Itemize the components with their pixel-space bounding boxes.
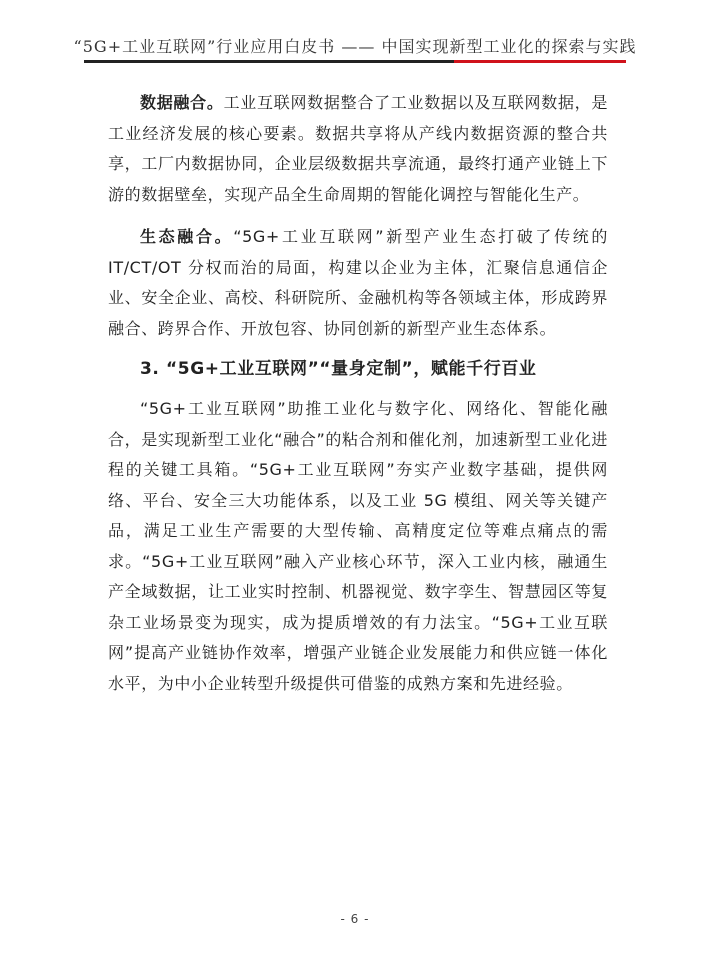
- section-heading: 3. “5G+工业互联网”“量身定制”，赋能千行百业: [140, 359, 537, 379]
- paragraph-ecosystem-fusion: [108, 222, 608, 344]
- page-number: - 6 -: [340, 912, 370, 926]
- header-rule-dark: [84, 60, 454, 63]
- paragraph-lead: 生态融合。: [140, 227, 234, 246]
- header-rule-accent: [454, 60, 626, 63]
- paragraph-lead: 数据融合。: [140, 93, 224, 112]
- paragraph-text: “5G+工业互联网”新型产业生态打破了传统的IT/CT/OT 分权而治的局面，构建以企业为主体，汇聚信息通信企业、安全企业、高校、科研院所、金融机构等各领域主体，形成跨界融合、跨界合作、开放包容、协同创新的新型产业生态体系。: [108, 227, 608, 338]
- header-title: “5G+工业互联网”行业应用白皮书 —— 中国实现新型工业化的探索与实践: [73, 37, 637, 56]
- paragraph-section-text: “5G+工业互联网”助推工业化与数字化、网络化、智能化融合，是实现新型工业化“融合”的粘合剂和催化剂，加速新型工业化进程的关键工具箱。“5G+工业互联网”夯实产业数字基础，提供网络、平台、安全三大功能体系，以及工业 5G 模组、网关等关键产品，满足工业生产需要的大型传输、高精度定位等难点痛点的需求。“5G+工业互联网”融入产业核心环节，深入工业内核，融通生产全域数据，让工业实时控制、机器视觉、数字孪生、智慧园区等复杂工业场景变为现实，成为提质增效的有力法宝。“5G+工业互联网”提高产业链协作效率，增强产业链企业发展能力和供应链一体化水平，为中小企业转型升级提供可借鉴的成熟方案和先进经验。: [108, 399, 608, 693]
- page-header: [0, 0, 710, 62]
- document-body: [108, 88, 608, 699]
- paragraph-text: 工业互联网数据整合了工业数据以及互联网数据，是工业经济发展的核心要素。数据共享将从产线内数据资源的整合共享，工厂内数据协同，企业层级数据共享流通，最终打通产业链上下游的数据壁垒，实现产品全生命周期的智能化调控与智能化生产。: [108, 93, 608, 204]
- paragraph-data-fusion: [108, 88, 608, 210]
